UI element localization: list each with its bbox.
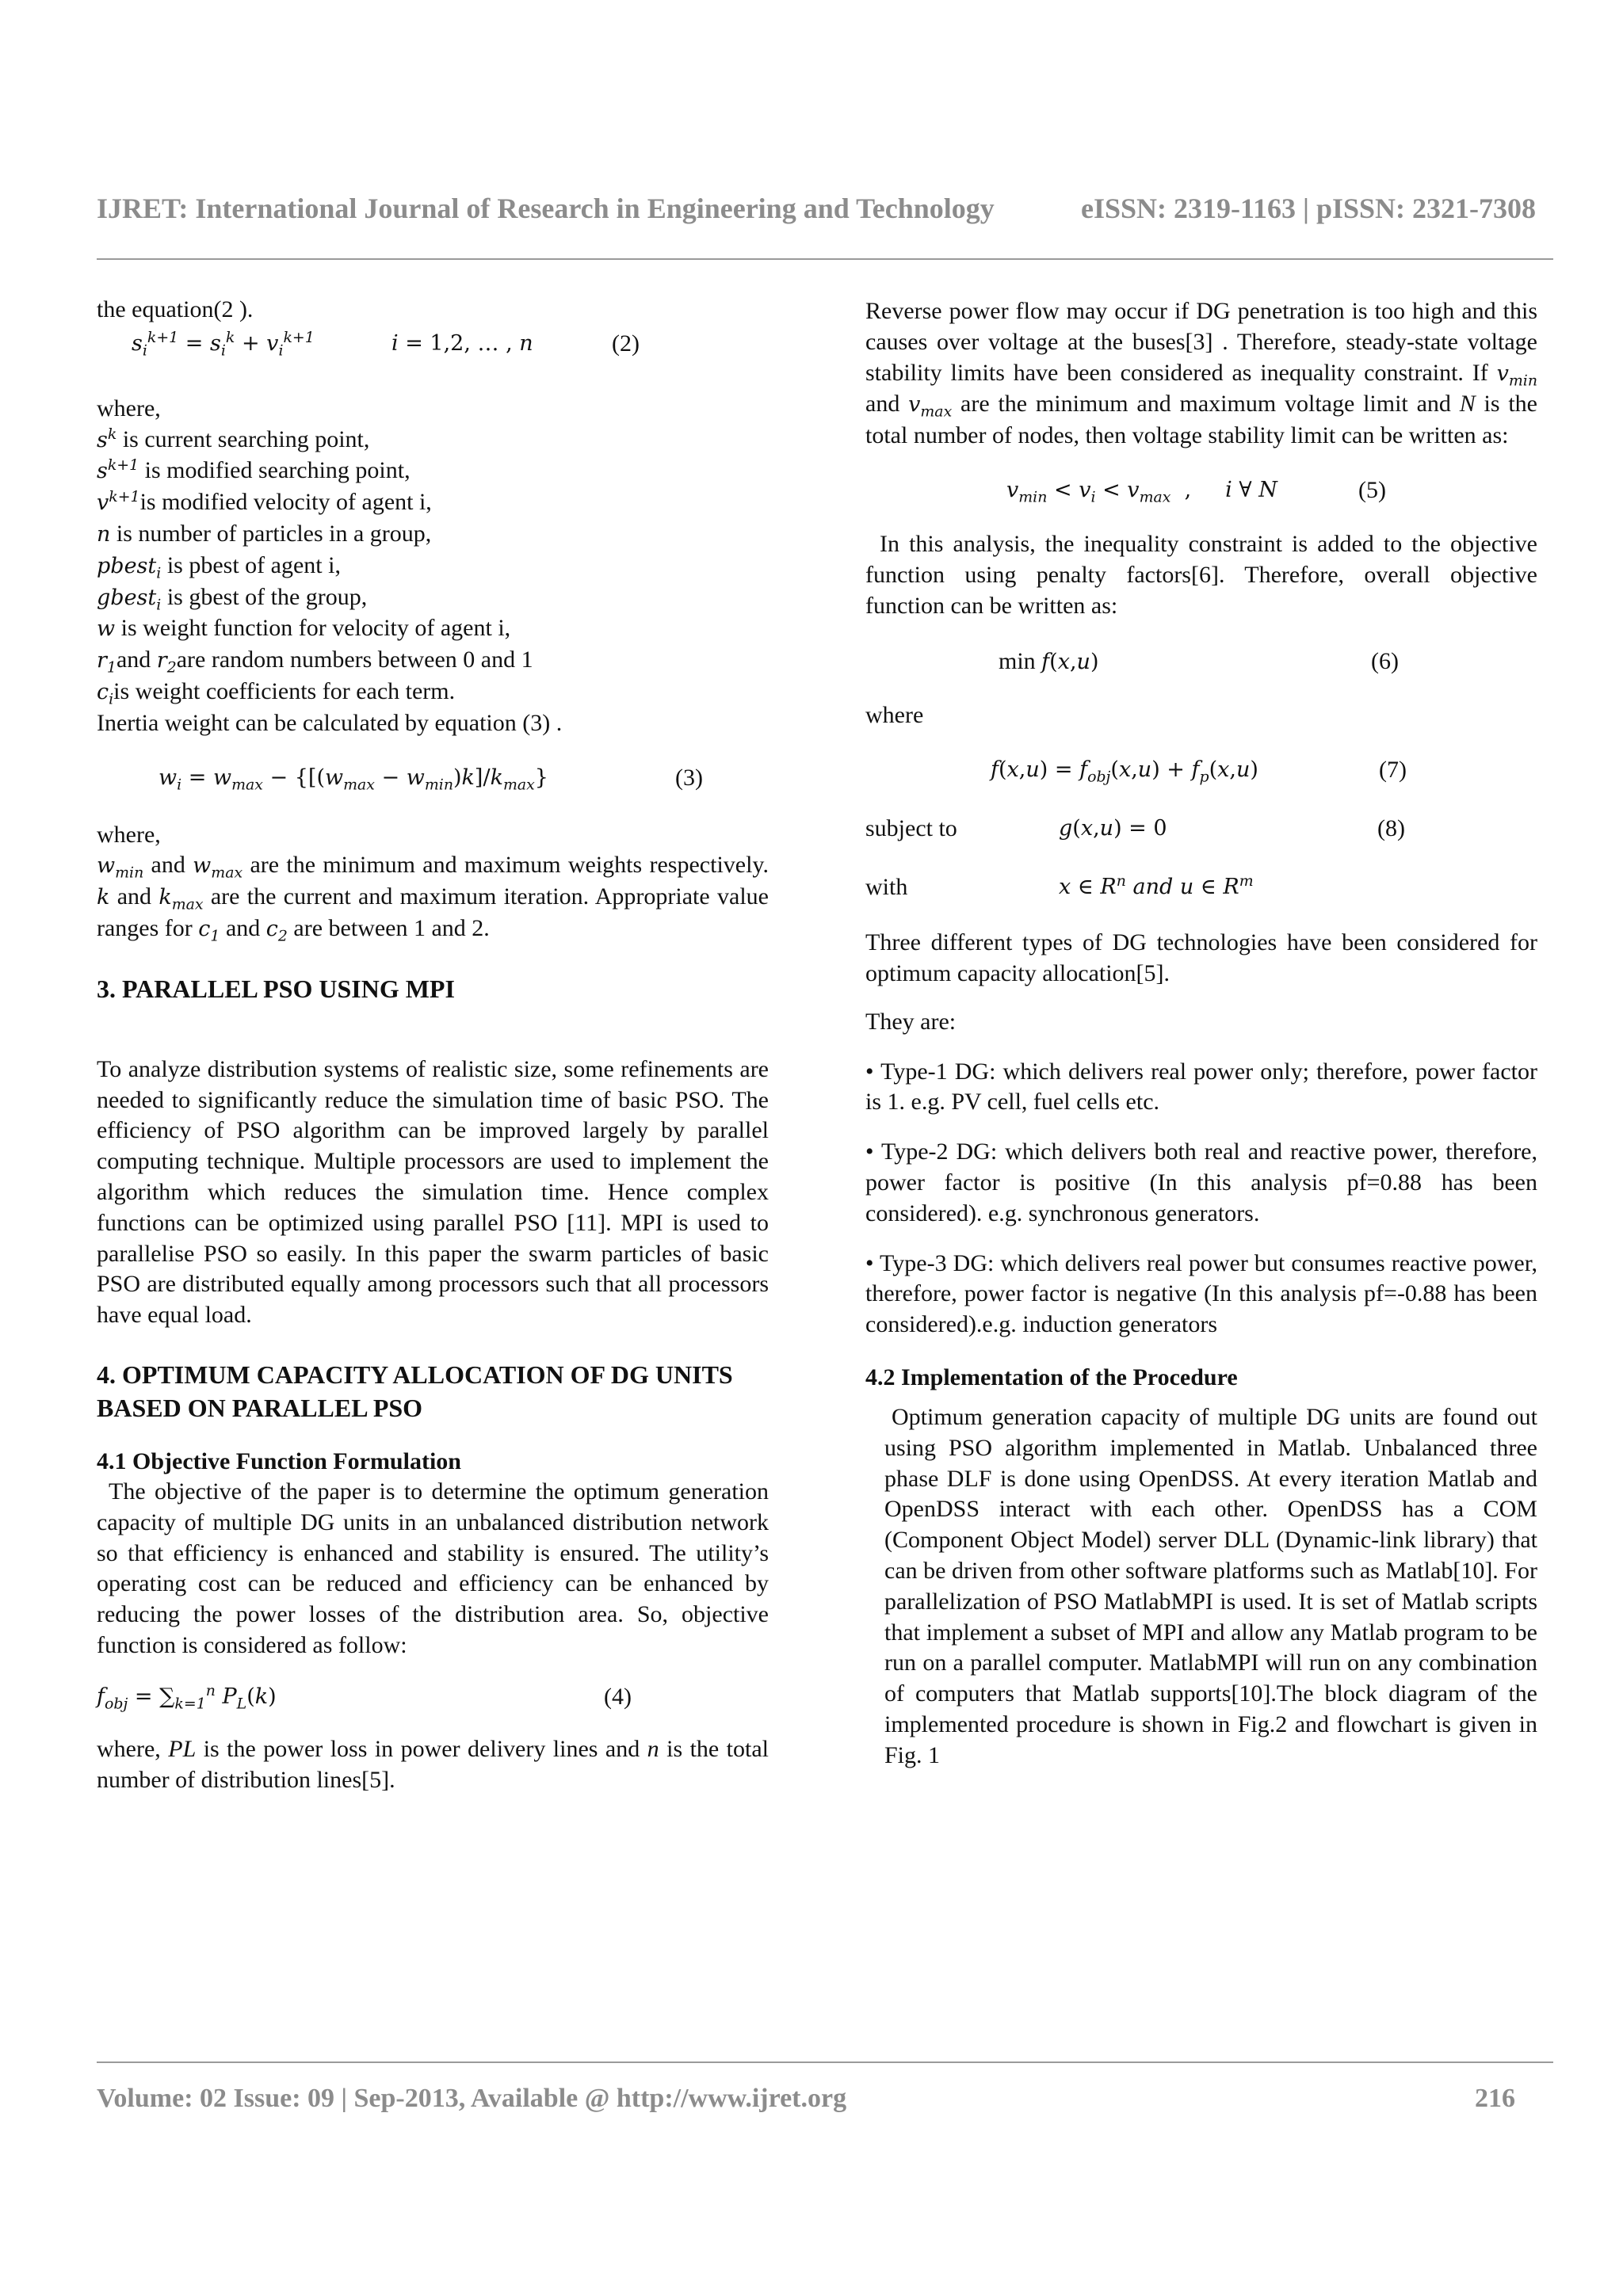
def-item: $c_iis$ weight coefficients for each term. [97,677,456,708]
def-item: gbest$_i$ is gbest of the group, [97,583,368,613]
def-item: pbest$_i$ is pbest of agent i, [97,551,341,582]
equation-2: $s_i^{k+1} = s_i^k + v_i^{k+1}$ i = 1,2, … , n (2) [132,328,640,360]
section-4-2-heading: 4.2 Implementation of the Procedure [865,1363,1238,1390]
volume-line: Volume: 02 Issue: 09 | Sep-2013, Available @ http://www.ijret.org [97,2084,847,2113]
def-item: $v^{k+1}is$ modified velocity of agent i, [97,488,432,516]
def-item: n is number of particles in a group, [97,520,432,547]
voltage-paragraph: Reverse power flow may occur if DG penetration is too high and this causes over voltage at the buses[3] . Therefore, steady-state voltage stability limits have been considered as inequality constraint. If $v_{min}$ and $v_{max}$ are the minimum and maximum voltage limit and N is the total number of nodes, then voltage stability limit can be written as: [865,298,1537,449]
right-column [865,296,1537,1772]
weights-paragraph: $w_{min}$ and $w_{max}$ are the minimum and maximum weights respectively. k and $k_{max}$ are the current and maximum iteration. Appropriate value ranges for $c_1$ and $c_2$ are between 1 and 2. [97,852,769,945]
header-rule [97,258,1553,260]
they-are-label: They are: [865,1008,957,1035]
eq6-number: (6) [1371,648,1399,675]
inertia-line: Inertia weight can be calculated by equation (3) . [97,709,563,736]
journal-title: IJRET: International Journal of Research in Engineering and Technology [97,193,995,224]
intro-line: the equation(2 ). [97,296,254,322]
issn-line: eISSN: 2319-1163 | pISSN: 2321-7308 [1081,193,1536,224]
def-item: $s^{k+1}$ is modified searching point, [97,456,411,484]
subject-to-label: subject to [865,815,957,842]
left-column [97,295,769,1795]
eq2-number: (2) [612,330,640,357]
footer-rule [97,2061,1553,2063]
equation-8: subject to g(x,u) = 0 (8) [865,814,1537,845]
page-number: 216 [1475,2084,1515,2113]
min-operator: min [999,648,1042,675]
eq5-number: (5) [1358,476,1386,503]
equation-5: $v_{min} < v_i < v_{max}$ , i ∀ N (5) [1006,476,1386,506]
definition-list [97,425,769,708]
section-4-1-heading: 4.1 Objective Function Formulation [97,1447,461,1474]
bullet-type-3: • Type-3 DG: which delivers real power but consumes reactive power, therefore, power factor is negative (In this analysis pf=-0.88 has been considered).e.g. induction generators [865,1249,1537,1338]
running-footer [97,2084,1515,2120]
where-label: where, [97,395,161,421]
where-label: where [865,702,924,729]
eq7-number: (7) [1379,757,1407,784]
def-item: $r_1and$ $r_2are$ random numbers between 0 and 1 [97,646,533,677]
eq8-number: (8) [1377,815,1405,842]
bullet-type-2: • Type-2 DG: which delivers both real and reactive power, therefore, power factor is positive (In this analysis pf=0.88 has been considered). e.g. synchronous generators. [865,1138,1537,1226]
section-4-heading: 4. OPTIMUM CAPACITY ALLOCATION OF DG UNITS BASED ON PARALLEL PSO [97,1360,733,1422]
dg-types-intro: Three different types of DG technologies have been considered for optimum capacity allocation[5]. [865,929,1537,986]
bullet-type-1: • Type-1 DG: which delivers real power only; therefore, power factor is 1. e.g. PV cell, fuel cells etc. [865,1058,1537,1116]
domain-constraint: with x ∈ $R^n$ and u ∈ $R^m$ [865,872,1537,904]
section-4-1-body: The objective of the paper is to determine the optimum generation capacity of multiple DG units in an unbalanced distribution network so that efficiency is enhanced and stability is ensured. The utility’s operating cost can be reduced and efficiency can be enhanced by reducing the power losses of the distribution area. So, objective function is considered as follow: [97,1478,769,1658]
eq4-number: (4) [604,1683,632,1710]
equation-7: $f(x,u) = f_{obj}(x,u) + f_p(x,u)$ (7) [991,757,1407,786]
where-label: where, [97,821,161,848]
equation-4: $f_{obj} = \sum_{k=1}^n$ $P_L(k)$ (4) [97,1681,632,1713]
penalty-paragraph: In this analysis, the inequality constraint is added to the objective function using penalty factors[6]. Therefore, overall objective function can be written as: [865,530,1537,619]
equation-6: min f(x,u) (6) [865,646,1537,678]
eq4-where-paragraph: where, PL is the power loss in power delivery lines and n is the total number of distribution lines[5]. [97,1735,769,1793]
section-3-heading: 3. PARALLEL PSO USING MPI [97,974,455,1003]
with-label: with [865,874,908,901]
running-header [97,192,1536,231]
eq3-number: (3) [675,764,703,791]
section-4-2-body: Optimum generation capacity of multiple DG units are found out using PSO algorithm implemented in Matlab. Unbalanced three phase DLF is done using OpenDSS. At every iteration Matlab and OpenDSS interact with each other. OpenDSS has a COM (Component Object Model) server DLL (Dynamic-link library) that can be driven from other software platforms such as Matlab[10]. For parallelization of PSO MatlabMPI is used. It is set of Matlab scripts that implement a subset of MPI and allow any Matlab program to be run on a parallel computer. MatlabMPI will run on any combination of computers that Matlab supports[10].The block diagram of the implemented procedure is shown in Fig.2 and flowchart is given in Fig. 1 [884,1403,1537,1768]
def-item: w is weight function for velocity of agent i, [97,615,511,642]
def-item: $s^k$ is current searching point, [97,425,370,452]
equation-3: $w_i = w_{max} - \{[(w_{max} - w_{min})k]/k_{max}\}$ (3) [158,764,703,793]
section-3-body: To analyze distribution systems of realistic size, some refinements are needed to significantly reduce the simulation time of basic PSO. The efficiency of PSO algorithm can be improved largely by parallel computing technique. Multiple processors are used to implement the algorithm which reduces the simulation time. Hence complex functions can be optimized using parallel PSO [11]. MPI is used to parallelise PSO so easily. In this paper the swarm particles of basic PSO are distributed equally among processors such that all processors have equal load. [97,1055,769,1329]
